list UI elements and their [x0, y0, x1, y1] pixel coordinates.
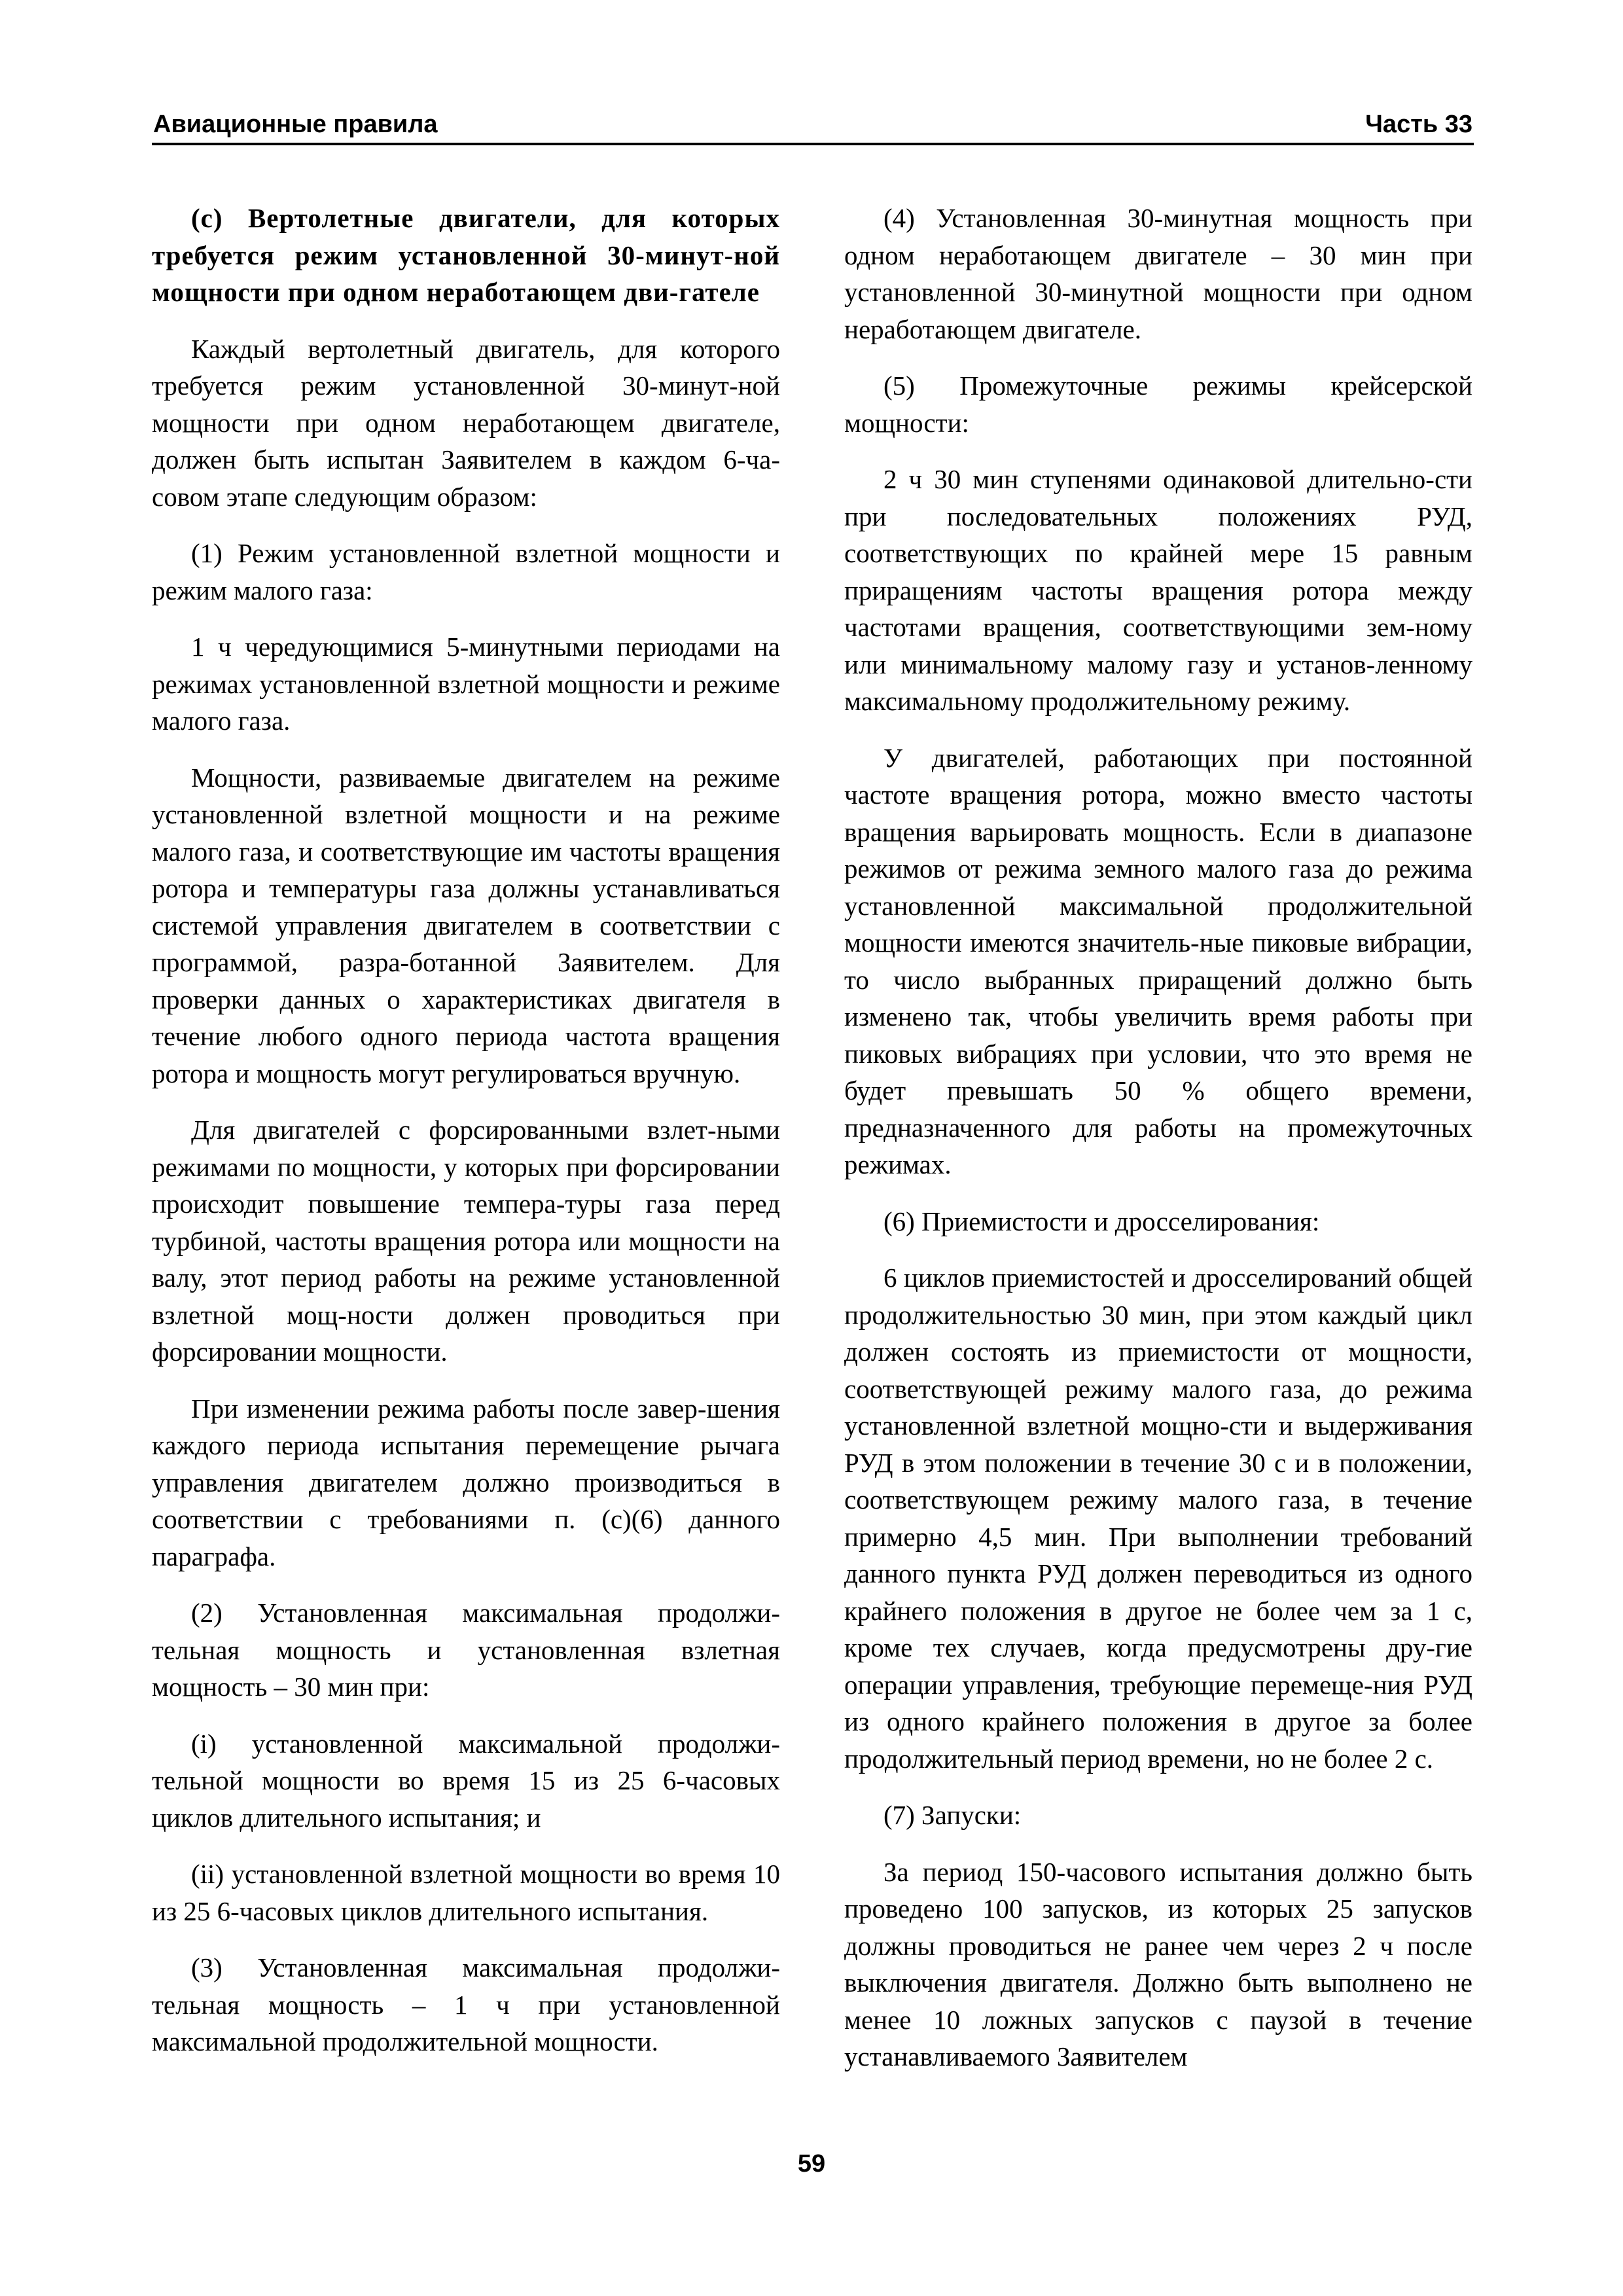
paragraph: (5) Промежуточные режимы крейсерской мощности:: [844, 370, 1472, 438]
paragraph: У двигателей, работающих при постоянной частоте вращения ротора, можно вместо частоты вращения варьировать мощность. Если в диапазоне режимов от режима земного малого газа до режима установленной максимальной продолжительной мощности имеются значитель-ные пиковые вибрации, то число выбранных приращений должно быть изменено так, чтобы увеличить время работы при пиковых вибрациях при условии, что это время не будет превышать 50 % общего времени, предназначенного для работы на промежуточных режимах.: [844, 742, 1472, 1179]
paragraph: 2 ч 30 мин ступенями одинаковой длительно-сти при последовательных положениях РУД, соответствующих по крайней мере 15 равным приращениям частоты вращения ротора между частотами вращения, соответствующими зем-ному или минимальному малому газу и установ-ленному максимальному продолжительному режиму.: [844, 464, 1472, 716]
paragraph: (6) Приемистости и дросселирования:: [883, 1206, 1320, 1236]
paragraph: (1) Режим установленной взлетной мощности и режим малого газа:: [152, 538, 780, 605]
left-column: [152, 200, 780, 2080]
paragraph: (2) Установленная максимальная продолжи-тельная мощность и установленная взлетная мощность – 30 мин при:: [152, 1598, 780, 1702]
paragraph: Каждый вертолетный двигатель, для которого требуется режим установленной 30-минут-ной мощности при одном неработающем двигателе, должен быть испытан Заявителем в каждом 6-ча-совом этапе следующим образом:: [152, 333, 780, 512]
right-column: [844, 200, 1472, 2095]
header-part-number: Часть 33: [1365, 111, 1472, 138]
paragraph: При изменении режима работы после завер-шения каждого периода испытания перемещение рычага управления двигателем должно производиться в соответствии с требованиями п. (c)(6) данного параграфа.: [152, 1393, 780, 1571]
paragraph: (3) Установленная максимальная продолжи-тельная мощность – 1 ч при установленной максимальной продолжительной мощности.: [152, 1952, 780, 2056]
section-heading: (c) Вертолетные двигатели, для которых требуется режим установленной 30-минут-ной мощности при одном неработающем дви-гателе: [152, 203, 780, 307]
header-document-title: Авиационные правила: [153, 111, 438, 138]
paragraph: (7) Запуски:: [883, 1800, 1022, 1830]
paragraph: Для двигателей с форсированными взлет-ными режимами по мощности, у которых при форсировании происходит повышение темпера-туры газа перед турбиной, частоты вращения ротора или мощности на валу, этот период работы на режиме установленной взлетной мощ-ности должен проводиться при форсировании мощности.: [152, 1115, 780, 1367]
paragraph: 1 ч чередующимися 5-минутными периодами на режимах установленной взлетной мощности и режиме малого газа.: [152, 632, 780, 736]
paragraph: (4) Установленная 30-минутная мощность при одном неработающем двигателе – 30 мин при установленной 30-минутной мощности при одном неработающем двигателе.: [844, 203, 1472, 344]
page-number: 59: [797, 2150, 826, 2178]
running-header: [152, 105, 1474, 145]
paragraph: (ii) установленной взлетной мощности во время 10 из 25 6-часовых циклов длительного испытания.: [152, 1859, 780, 1926]
paragraph: (i) установленной максимальной продолжи-тельной мощности во время 15 из 25 6-часовых циклов длительного испытания; и: [152, 1728, 780, 1833]
paragraph: За период 150-часового испытания должно быть проведено 100 запусков, из которых 25 запусков должны проводиться не ранее чем через 2 ч после выключения двигателя. Должно быть выполнено не менее 10 ложных запусков с паузой в течение устанавливаемого Заявителем: [844, 1856, 1472, 2072]
paragraph: Мощности, развиваемые двигателем на режиме установленной взлетной мощности и на режиме малого газа, и соответствующие им частоты вращения ротора и температуры газа должны устанавливаться системой управления двигателем в соответствии с программой, разра-ботанной Заявителем. Для проверки данных о характеристиках двигателя в течение любого одного периода частота вращения ротора и мощность могут регулироваться вручную.: [152, 762, 780, 1088]
paragraph: 6 циклов приемистостей и дросселирований общей продолжительностью 30 мин, при этом каждый цикл должен состоять из приемистости от мощности, соответствующей режиму малого газа, до режима установленной взлетной мощно-сти и выдерживания РУД в этом положении в течение 30 с и в положении, соответствующем режиму малого газа, в течение примерно 4,5 мин. При выполнении требований данного пункта РУД должен переводиться из одного крайнего положения в другое не более чем за 1 с, кроме тех случаев, когда предусмотрены дру-гие операции управления, требующие перемеще-ния РУД из одного крайнего положения в другое за более продолжительный период времени, но не более 2 с.: [844, 1263, 1472, 1774]
